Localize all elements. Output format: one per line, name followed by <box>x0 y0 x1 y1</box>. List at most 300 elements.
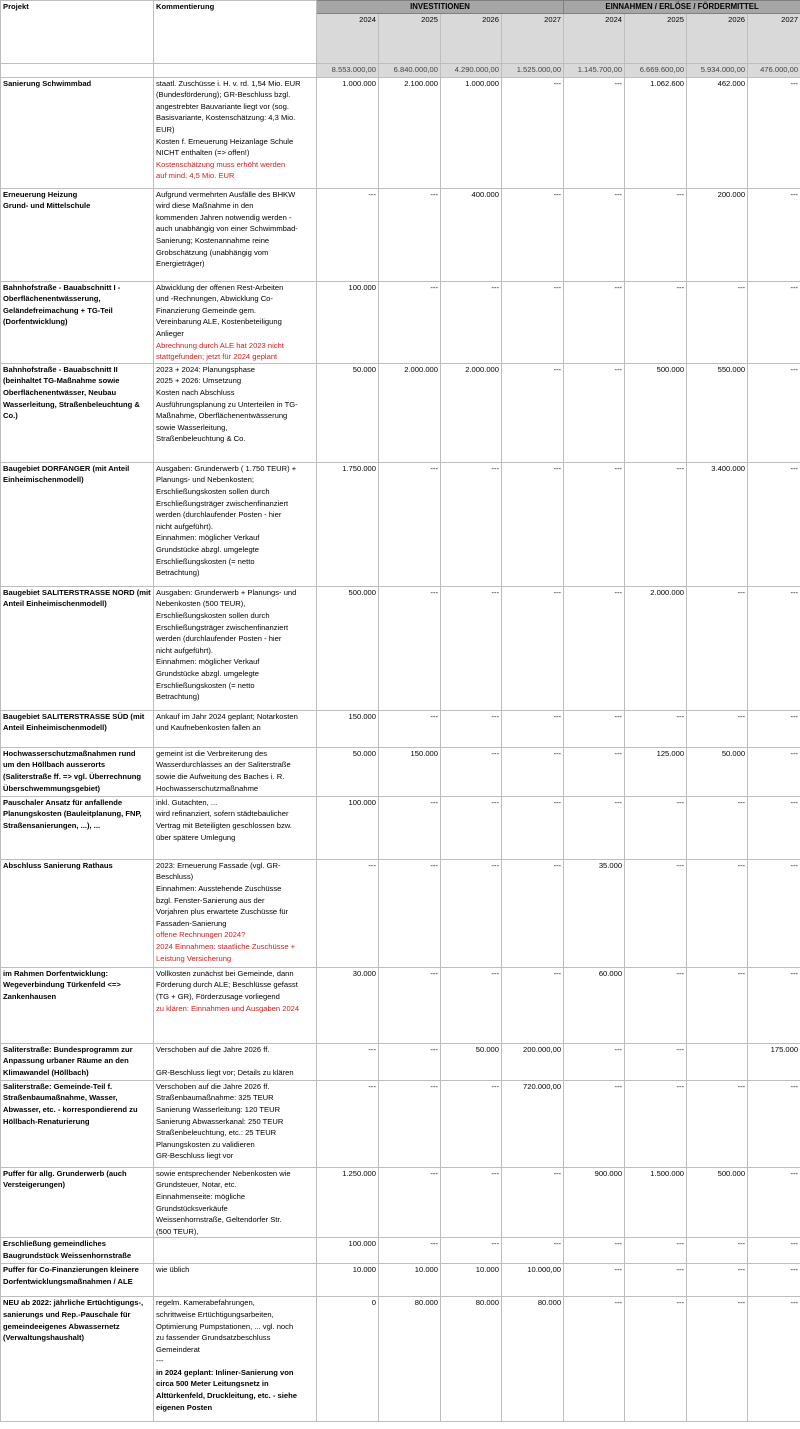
project-name <box>1 796 154 859</box>
investment-value: 30.000 <box>317 967 379 1043</box>
project-name-line: Oberflächenentwässer, Neubau <box>3 387 117 397</box>
comment-line: Grundstücksverkäufe <box>156 1203 228 1213</box>
income-value: 35.000 <box>564 859 625 967</box>
project-name-line: Saliterstraße: Gemeinde-Teil f. <box>3 1081 113 1091</box>
total-value: 6.669.600,00 <box>625 63 687 77</box>
investment-value: --- <box>502 1167 564 1238</box>
project-name-line: Erschließung gemeindliches <box>3 1239 106 1249</box>
comment-line: auch unabhängig von einer Schwimmbad- <box>156 224 298 234</box>
income-value: --- <box>564 796 625 859</box>
comment-line: 2025 + 2026: Umsetzung <box>156 376 242 386</box>
table-row <box>1 462 800 586</box>
project-name-line: Straßensanierungen, ...), ... <box>3 820 101 830</box>
income-value: --- <box>748 462 800 586</box>
investment-value: 2.100.000 <box>379 77 441 188</box>
investment-value: --- <box>379 1167 441 1238</box>
investment-value: --- <box>502 462 564 586</box>
comment-line: Leistung Versicherung <box>156 953 232 963</box>
comment-line: Planungs- und Nebenkosten; <box>156 475 254 485</box>
project-name <box>1 1080 154 1167</box>
income-value: 500.000 <box>687 1167 748 1238</box>
investment-value: --- <box>379 586 441 710</box>
comment <box>154 796 317 859</box>
income-value: --- <box>564 462 625 586</box>
income-value: --- <box>687 710 748 747</box>
project-name-line: (Dorfentwicklung) <box>3 317 68 327</box>
total-value: 5.934.000,00 <box>687 63 748 77</box>
investment-value: --- <box>502 710 564 747</box>
income-value: --- <box>625 1297 687 1422</box>
investment-value: 1.000.000 <box>441 77 502 188</box>
comment-line: Betrachtung) <box>156 568 200 578</box>
income-value: --- <box>748 1264 800 1297</box>
income-value: --- <box>564 586 625 710</box>
investment-value: 1.250.000 <box>317 1167 379 1238</box>
comment <box>154 1238 317 1264</box>
project-name <box>1 1297 154 1422</box>
comment-line: (TG + GR), Förderzusage vorliegend <box>156 991 280 1001</box>
project-name-line: (Saliterstraße ff. => vgl. Überrechnung <box>3 771 141 781</box>
investment-value: 80.000 <box>441 1297 502 1422</box>
investment-value: 1.000.000 <box>317 77 379 188</box>
income-value: --- <box>625 859 687 967</box>
project-name-line: Baugebiet SALITERSTRASSE SÜD (mit <box>3 711 145 721</box>
project-name <box>1 747 154 796</box>
comment-line: Energieträger) <box>156 259 205 269</box>
project-name-line: Abwasser, etc. - korrespondierend zu <box>3 1104 138 1114</box>
comment-line: Sanierung Wasserleitung: 120 TEUR <box>156 1104 281 1114</box>
income-value: --- <box>564 747 625 796</box>
income-value: --- <box>625 1238 687 1264</box>
comment-line: Ausführungsplanung zu Unterteilen in TG- <box>156 399 298 409</box>
comment-line: Maßnahme, Oberflächenentwässerung <box>156 411 288 421</box>
comment-line: Grundstücke abzgl. umgelegte <box>156 544 259 554</box>
investment-value: --- <box>317 859 379 967</box>
comment-line: Erschließungsträger zwischenfinanziert <box>156 622 289 632</box>
comment-line: Einnahmen: Ausstehende Zuschüsse <box>156 883 282 893</box>
comment-line: stattgefunden; jetzt für 2024 geplant <box>156 352 278 362</box>
income-value: 175.000 <box>748 1043 800 1080</box>
income-value: --- <box>748 1238 800 1264</box>
investment-value: 400.000 <box>441 188 502 281</box>
comment-line: zu fassender Grundsatzbeschluss <box>156 1333 271 1343</box>
investment-value: 1.750.000 <box>317 462 379 586</box>
comment-line: NICHT enthalten (=> offen!) <box>156 148 250 158</box>
comment-line: Straßenbeleuchtung, etc.: 25 TEUR <box>156 1128 277 1138</box>
comment-line: kommenden Jahren notwendig werden - <box>156 212 292 222</box>
investment-value: 500.000 <box>317 586 379 710</box>
total-value: 6.840.000,00 <box>379 63 441 77</box>
income-value: --- <box>748 77 800 188</box>
year-header: 2024 <box>564 13 625 63</box>
investment-value: 10.000 <box>317 1264 379 1297</box>
comment-line: zu klären: Einnahmen und Ausgaben 2024 <box>156 1003 300 1013</box>
investment-value: --- <box>502 281 564 363</box>
project-name-line: Dorfentwicklungsmaßnahmen / ALE <box>3 1276 133 1286</box>
comment-line: regelm. Kamerabefahrungen, <box>156 1298 255 1308</box>
comment-line: GR-Beschluss liegt vor; Details zu klären <box>156 1067 294 1077</box>
income-value: --- <box>625 710 687 747</box>
comment-line: werden (durchlaufender Posten - hier <box>156 510 282 520</box>
table-row <box>1 1264 800 1297</box>
investment-value: --- <box>502 747 564 796</box>
total-value: 4.290.000,00 <box>441 63 502 77</box>
comment-line: über spätere Umlegung <box>156 832 236 842</box>
project-name-line: Bahnhofstraße - Bauabschnitt II <box>3 364 118 374</box>
comment-line: Verschoben auf die Jahre 2026 ff. <box>156 1044 270 1054</box>
income-value: --- <box>564 1297 625 1422</box>
comment-line: wird refinanziert, sofern städtebaulicher <box>156 809 289 819</box>
table-row <box>1 1167 800 1238</box>
comment-line: Ankauf im Jahr 2024 geplant; Notarkosten <box>156 711 298 721</box>
project-name <box>1 1167 154 1238</box>
investment-value: --- <box>502 188 564 281</box>
investment-value: --- <box>317 188 379 281</box>
income-value: 60.000 <box>564 967 625 1043</box>
total-value: 1.145.700,00 <box>564 63 625 77</box>
income-value: 500.000 <box>625 363 687 462</box>
project-name <box>1 462 154 586</box>
totals-row <box>1 63 800 77</box>
comment-line: nicht aufgeführt). <box>156 645 213 655</box>
investment-value: --- <box>441 1167 502 1238</box>
investment-value: --- <box>441 710 502 747</box>
header-investitionen: INVESTITIONEN <box>317 1 564 14</box>
investment-value: 80.000 <box>502 1297 564 1422</box>
project-name-line: Puffer für allg. Grunderwerb (auch <box>3 1168 127 1178</box>
investment-value: --- <box>317 1043 379 1080</box>
comment-line: Weissenhornstraße, Geltendorfer Str. <box>156 1215 282 1225</box>
investment-value: --- <box>379 710 441 747</box>
income-value: --- <box>748 363 800 462</box>
comment-line: Vertrag mit Beteiligten geschlossen bzw. <box>156 820 292 830</box>
income-value <box>687 1043 748 1080</box>
total-value: 8.553.000,00 <box>317 63 379 77</box>
income-value: 50.000 <box>687 747 748 796</box>
table-row <box>1 967 800 1043</box>
comment-line: 2023 + 2024: Planungsphase <box>156 364 256 374</box>
income-value: --- <box>687 859 748 967</box>
comment-line: auf mind. 4,5 Mio. EUR <box>156 171 235 181</box>
comment-line: sowie die Aufweitung des Baches i. R. <box>156 771 285 781</box>
comment-line: Basisvariante, Kostenschätzung: 4,3 Mio. <box>156 113 296 123</box>
project-name-line: Sanierung Schwimmbad <box>3 78 92 88</box>
table-row <box>1 77 800 188</box>
comment-line: EUR) <box>156 124 175 134</box>
income-value: --- <box>564 710 625 747</box>
investment-value: 100.000 <box>317 281 379 363</box>
table-row <box>1 281 800 363</box>
investment-value: --- <box>502 1238 564 1264</box>
comment-line: Vereinbarung ALE, Kostenbeteiligung <box>156 317 282 327</box>
income-value: --- <box>687 1264 748 1297</box>
comment-line: Beschluss) <box>156 872 194 882</box>
table-row <box>1 1238 800 1264</box>
investment-value: --- <box>441 462 502 586</box>
comment-line: Betrachtung) <box>156 692 200 702</box>
project-name-line: Oberflächenentwässerung, <box>3 294 101 304</box>
project-name-line: Anteil Einheimischenmodell) <box>3 599 107 609</box>
year-header: 2024 <box>317 13 379 63</box>
income-value: --- <box>748 710 800 747</box>
project-name <box>1 1264 154 1297</box>
comment <box>154 1264 317 1297</box>
investment-value: --- <box>502 586 564 710</box>
comment-line: sowie Wasserleitung, <box>156 422 228 432</box>
comment <box>154 188 317 281</box>
investment-value: --- <box>441 1238 502 1264</box>
table-row <box>1 1043 800 1080</box>
total-value: 1.525.000,00 <box>502 63 564 77</box>
project-name-line: Co.) <box>3 411 18 421</box>
project-name-line: (beinhaltet TG-Maßnahme sowie <box>3 376 120 386</box>
comment-line: Einnahmen: möglicher Verkauf <box>156 533 260 543</box>
income-value: --- <box>625 967 687 1043</box>
project-name-line: Bahnhofstraße - Bauabschnitt I - <box>3 282 121 292</box>
comment-line: --- <box>156 1356 164 1366</box>
comment <box>154 77 317 188</box>
comment-line: circa 500 Meter Leitungsnetz in <box>156 1379 269 1389</box>
comment-line: wie üblich <box>156 1265 190 1275</box>
income-value: --- <box>748 586 800 710</box>
comment-line: schrittweise Ertüchtigungsarbeiten, <box>156 1309 274 1319</box>
comment-line: eigenen Posten <box>156 1402 213 1412</box>
comment-line: 2023: Erneuerung Fassade (vgl. GR- <box>156 860 281 870</box>
income-value: --- <box>748 796 800 859</box>
project-name-line: Abschluss Sanierung Rathaus <box>3 860 113 870</box>
comment-line: Erschließungskosten (= netto <box>156 680 255 690</box>
investment-value: 100.000 <box>317 796 379 859</box>
comment-line: und -Rechnungen, Abwicklung Co- <box>156 294 273 304</box>
income-value: 125.000 <box>625 747 687 796</box>
comment-line: Vollkosten zunächst bei Gemeinde, dann <box>156 968 294 978</box>
income-value: --- <box>564 1264 625 1297</box>
comment-line: Straßenbaumaßnahme: 325 TEUR <box>156 1093 274 1103</box>
comment-line: Erschließungskosten sollen durch <box>156 610 270 620</box>
totals-blank <box>154 63 317 77</box>
table-row <box>1 747 800 796</box>
income-value: 1.500.000 <box>625 1167 687 1238</box>
investment-value: --- <box>379 281 441 363</box>
comment-line: Abrechnung durch ALE hat 2023 nicht <box>156 340 284 350</box>
project-name-line: Höllbach-Renaturierung <box>3 1116 90 1126</box>
project-name <box>1 188 154 281</box>
investment-value: 720.000,00 <box>502 1080 564 1167</box>
income-value: --- <box>625 1043 687 1080</box>
investment-value: --- <box>441 859 502 967</box>
income-value: --- <box>625 796 687 859</box>
income-value: --- <box>564 188 625 281</box>
comment <box>154 710 317 747</box>
comment-line: Sanierung; Kostenannahme reine <box>156 235 270 245</box>
project-name <box>1 710 154 747</box>
comment-line: Sanierung Abwasserkanal: 250 TEUR <box>156 1116 284 1126</box>
project-name-line: Anteil Einheimischenmodell) <box>3 723 107 733</box>
investment-value: --- <box>379 796 441 859</box>
table-row <box>1 1297 800 1422</box>
project-name-line: Puffer für Co-Finanzierungen kleinere <box>3 1265 139 1275</box>
comment <box>154 1043 317 1080</box>
investment-value: 50.000 <box>317 363 379 462</box>
comment <box>154 462 317 586</box>
table-row <box>1 859 800 967</box>
income-value: --- <box>687 967 748 1043</box>
comment <box>154 967 317 1043</box>
income-value: 900.000 <box>564 1167 625 1238</box>
project-name <box>1 1238 154 1264</box>
project-name-line: Überschwemmungsgebiet) <box>3 783 101 793</box>
investment-value: --- <box>441 747 502 796</box>
income-value: --- <box>564 281 625 363</box>
project-name-line: gemeindeeigenes Abwassernetz <box>3 1321 120 1331</box>
investment-value: 2.000.000 <box>441 363 502 462</box>
investment-value: --- <box>502 77 564 188</box>
comment-line: Vorjahren plus erwartete Zuschüsse für <box>156 907 289 917</box>
project-name-line: Erneuerung Heizung <box>3 189 78 199</box>
comment-line: Grundsteuer, Notar, etc. <box>156 1180 237 1190</box>
project-name-line: sanierungs und Rep.-Pauschale für <box>3 1309 131 1319</box>
comment-line: werden (durchlaufender Posten - hier <box>156 634 282 644</box>
income-value: --- <box>564 1080 625 1167</box>
investment-value: 150.000 <box>317 710 379 747</box>
comment <box>154 1080 317 1167</box>
comment-line: inkl. Gutachten, ... <box>156 797 218 807</box>
comment-line: Alttürkenfeld, Druckleitung, etc. - siehe <box>156 1391 297 1401</box>
investment-value: 150.000 <box>379 747 441 796</box>
comment-line: (Bundesförderung); GR-Beschluss bzgl. <box>156 90 291 100</box>
investment-value: --- <box>379 188 441 281</box>
comment-line: Kostenschätzung muss erhöht werden <box>156 159 286 169</box>
comment-line: Abwicklung der offenen Rest-Arbeiten <box>156 282 284 292</box>
project-name-line: im Rahmen Dorfentwicklung: <box>3 968 109 978</box>
comment-line: Anlieger <box>156 328 184 338</box>
comment-line: bzgl. Fenster-Sanierung aus der <box>156 895 265 905</box>
income-value: --- <box>687 281 748 363</box>
investment-value: 100.000 <box>317 1238 379 1264</box>
project-name-line: Baugrundstück Weissenhornstraße <box>3 1250 132 1260</box>
comment-line: in 2024 geplant: Inliner-Sanierung von <box>156 1367 294 1377</box>
income-value: --- <box>564 363 625 462</box>
project-name-line: Klimawandel (Höllbach) <box>3 1067 89 1077</box>
comment-line: Ausgaben: Grunderwerb ( 1.750 TEUR) + <box>156 463 297 473</box>
project-name-line: NEU ab 2022: jährliche Ertüchtigungs-, <box>3 1298 144 1308</box>
income-value: --- <box>748 188 800 281</box>
comment-line: Einnahmenseite: mögliche <box>156 1191 246 1201</box>
income-value: --- <box>748 859 800 967</box>
table-row <box>1 586 800 710</box>
income-value: --- <box>748 967 800 1043</box>
year-header: 2026 <box>441 13 502 63</box>
comment-line: nicht aufgeführt). <box>156 521 213 531</box>
comment <box>154 859 317 967</box>
income-value: --- <box>625 1264 687 1297</box>
investment-value: --- <box>379 967 441 1043</box>
header-kommentierung: Kommentierung <box>154 1 317 64</box>
income-value: --- <box>625 188 687 281</box>
investment-value: --- <box>379 859 441 967</box>
project-name-line: Einheimischenmodell) <box>3 475 84 485</box>
comment-line: Förderung durch ALE; Beschlüsse gefasst <box>156 980 298 990</box>
table-row <box>1 796 800 859</box>
project-name <box>1 967 154 1043</box>
comment-line: Verschoben auf die Jahre 2026 ff. <box>156 1081 270 1091</box>
year-header: 2027 <box>748 13 800 63</box>
project-name-line: Wegeverbindung Türkenfeld <=> <box>3 980 121 990</box>
comment-line <box>156 1055 314 1067</box>
comment-line: sowie entsprechender Nebenkosten wie <box>156 1168 291 1178</box>
comment-line: Kosten nach Abschluss <box>156 387 235 397</box>
year-header: 2025 <box>379 13 441 63</box>
project-name-line: Baugebiet DORFANGER (mit Anteil <box>3 463 130 473</box>
comment-line: Gemeinderat <box>156 1344 200 1354</box>
comment-line: Erschließungskosten sollen durch <box>156 486 270 496</box>
income-value: --- <box>687 1080 748 1167</box>
project-name <box>1 1043 154 1080</box>
income-value: --- <box>687 1238 748 1264</box>
investment-value: 10.000 <box>441 1264 502 1297</box>
investment-value: 0 <box>317 1297 379 1422</box>
investment-value: 50.000 <box>317 747 379 796</box>
comment-line: Erschließungskosten (= netto <box>156 556 255 566</box>
project-name-line: Anpassung urbaner Räume an den <box>3 1056 129 1066</box>
comment-line: 2024 Einnahmen: staatliche Zuschüsse + <box>156 941 296 951</box>
project-name-line: Planungskosten (Bauleitplanung, FNP, <box>3 809 142 819</box>
income-value: --- <box>687 1297 748 1422</box>
investment-value: --- <box>379 1238 441 1264</box>
investment-value: 2.000.000 <box>379 363 441 462</box>
income-value: --- <box>625 462 687 586</box>
project-name <box>1 77 154 188</box>
table-row <box>1 188 800 281</box>
project-name-line: Pauschaler Ansatz für anfallende <box>3 797 123 807</box>
investment-value: 200.000,00 <box>502 1043 564 1080</box>
comment <box>154 281 317 363</box>
comment-line: gemeint ist die Verbreiterung des <box>156 748 268 758</box>
project-name <box>1 586 154 710</box>
comment-line: GR-Beschluss liegt vor <box>156 1151 234 1161</box>
investment-value: --- <box>502 859 564 967</box>
comment-line: angestrebter Bauvariante liegt vor (sog. <box>156 101 289 111</box>
comment-line: Straßenbeleuchtung & Co. <box>156 434 246 444</box>
investment-value: --- <box>441 586 502 710</box>
project-name-line: Grund- und Mittelschule <box>3 201 91 211</box>
project-name-line: Geländefreimachung + TG-Teil <box>3 305 113 315</box>
income-value: 550.000 <box>687 363 748 462</box>
group-header-row <box>1 1 800 14</box>
comment-line: wird diese Maßnahme in den <box>156 201 254 211</box>
comment-line: (500 TEUR), <box>156 1226 199 1236</box>
comment-line: offene Rechnungen 2024? <box>156 930 246 940</box>
income-value: --- <box>564 1043 625 1080</box>
comment <box>154 1297 317 1422</box>
investment-value: --- <box>441 967 502 1043</box>
comment <box>154 586 317 710</box>
income-value: --- <box>748 747 800 796</box>
comment-line: Einnahmen: möglicher Verkauf <box>156 657 260 667</box>
comment-line: Optimierung Pumpstationen, ... vgl. noch <box>156 1321 294 1331</box>
income-value: --- <box>748 281 800 363</box>
project-name-line: Wasserleitung, Straßenbeleuchtung & <box>3 399 140 409</box>
investment-value: --- <box>317 1080 379 1167</box>
comment-line: Aufgrund vermehrten Ausfälle des BHKW <box>156 189 296 199</box>
total-value: 476.000,00 <box>748 63 800 77</box>
income-value: --- <box>564 77 625 188</box>
header-projekt: Projekt <box>1 1 154 64</box>
project-name-line: Zankenhausen <box>3 991 57 1001</box>
header-einnahmen: EINNAHMEN / ERLÖSE / FÖRDERMITTEL <box>564 1 800 14</box>
comment-line: Hochwasserschutzmaßnahme <box>156 783 259 793</box>
income-value: --- <box>564 1238 625 1264</box>
